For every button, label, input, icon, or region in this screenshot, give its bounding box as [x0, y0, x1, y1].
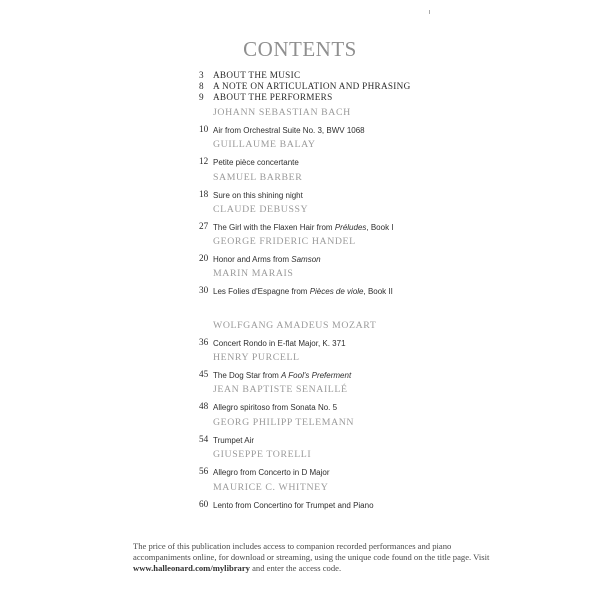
front-matter-title: A NOTE ON ARTICULATION AND PHRASING: [213, 81, 411, 91]
work-row: [199, 465, 569, 479]
work-title: The Dog Star from A Fool's Preferment: [213, 371, 352, 380]
work-row: [199, 252, 569, 266]
work-page-number: 18: [199, 189, 209, 199]
composer-name: GEORG PHILIPP TELEMANN: [213, 417, 355, 428]
contents-entry: [199, 449, 569, 479]
work-title: The Girl with the Flaxen Hair from Préludes, Book I: [213, 223, 394, 232]
composer-name: GUILLAUME BALAY: [213, 139, 316, 150]
composer-name: SAMUEL BARBER: [213, 172, 303, 183]
contents-entry: [199, 482, 569, 512]
corner-mark: [429, 10, 430, 14]
front-matter-page: 8: [199, 81, 204, 91]
work-row: [199, 284, 569, 298]
contents-entry: [199, 236, 569, 266]
composer-name: CLAUDE DEBUSSY: [213, 204, 309, 215]
page-title: CONTENTS: [243, 37, 357, 61]
note-text-end: and enter the access code.: [249, 563, 342, 573]
work-title: Les Folies d'Espagne from Pièces de viole, Book II: [213, 287, 393, 296]
composer-name: MARIN MARAIS: [213, 268, 294, 279]
work-title: Sure on this shining night: [213, 191, 303, 200]
work-page-number: 45: [199, 369, 209, 379]
composer-name: GEORGE FRIDERIC HANDEL: [213, 236, 356, 247]
front-matter-list: [199, 70, 411, 103]
front-matter-title: ABOUT THE PERFORMERS: [213, 92, 333, 102]
work-page-number: 60: [199, 499, 209, 509]
work-title: Lento from Concertino for Trumpet and Piano: [213, 501, 374, 510]
composer-name: GIUSEPPE TORELLI: [213, 449, 312, 460]
access-code-note: [133, 541, 493, 574]
work-row: [199, 123, 569, 137]
contents-entry: [199, 384, 569, 414]
work-title: Allegro from Concerto in D Major: [213, 468, 330, 477]
work-page-number: 36: [199, 337, 209, 347]
front-matter-title: ABOUT THE MUSIC: [213, 70, 301, 80]
library-link[interactable]: www.halleonard.com/mylibrary: [133, 563, 250, 573]
work-title: Petite pièce concertante: [213, 158, 299, 167]
work-row: [199, 433, 569, 447]
work-page-number: 56: [199, 466, 209, 476]
composer-name: HENRY PURCELL: [213, 352, 300, 363]
work-row: [199, 498, 569, 512]
work-title: Trumpet Air: [213, 436, 255, 445]
composer-name: JOHANN SEBASTIAN BACH: [213, 107, 351, 118]
front-matter-page: 3: [199, 70, 204, 80]
work-title: Honor and Arms from Samson: [213, 255, 321, 264]
work-title: Allegro spiritoso from Sonata No. 5: [213, 403, 338, 412]
contents-entry: [199, 107, 569, 137]
note-text: The price of this publication includes access to companion recorded performances and piano accompaniments online, for download or streaming, using the unique code found on the title page. Visit: [133, 541, 490, 562]
front-matter-page: 9: [199, 92, 204, 102]
front-matter-item: [199, 70, 411, 81]
work-row: [199, 368, 569, 382]
work-page-number: 27: [199, 221, 209, 231]
front-matter-item: [199, 81, 411, 92]
work-page-number: 48: [199, 401, 209, 411]
work-page-number: 30: [199, 285, 209, 295]
contents-entry: [199, 268, 569, 298]
work-row: [199, 220, 569, 234]
contents-entry: [199, 352, 569, 382]
work-page-number: 12: [199, 156, 209, 166]
work-row: [199, 188, 569, 202]
contents-entry: [199, 139, 569, 169]
work-page-number: 10: [199, 124, 209, 134]
work-row: [199, 155, 569, 169]
composer-name: JEAN BAPTISTE SENAILLÉ: [213, 384, 348, 395]
contents-entry: [199, 172, 569, 202]
work-row: [199, 336, 569, 350]
work-title: Air from Orchestral Suite No. 3, BWV 1068: [213, 126, 365, 135]
work-page-number: 20: [199, 253, 209, 263]
composer-name: WOLFGANG AMADEUS MOZART: [213, 320, 377, 331]
composer-name: MAURICE C. WHITNEY: [213, 482, 329, 493]
contents-entry: [199, 204, 569, 234]
work-page-number: 54: [199, 434, 209, 444]
work-title: Concert Rondo in E-flat Major, K. 371: [213, 339, 346, 348]
contents-entry: [199, 320, 569, 350]
front-matter-item: [199, 92, 411, 103]
work-row: [199, 400, 569, 414]
contents-entry: [199, 417, 569, 447]
